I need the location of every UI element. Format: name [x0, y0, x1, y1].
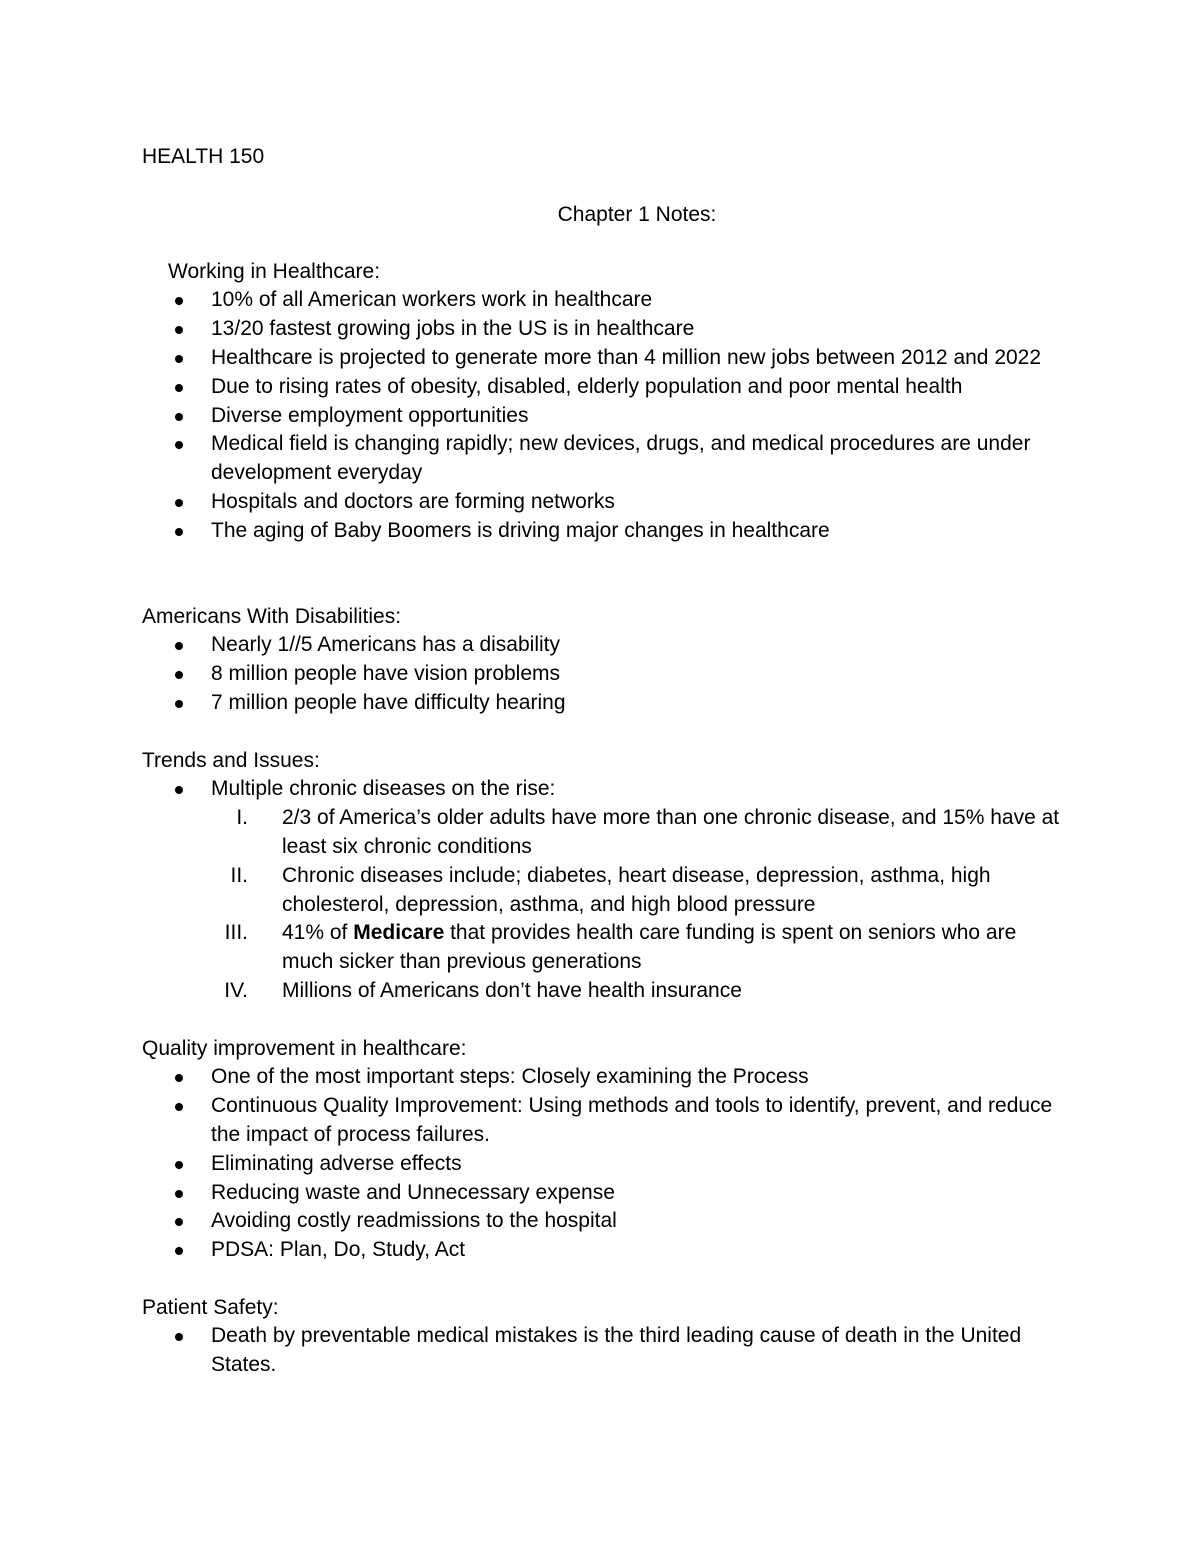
list-item: Eliminating adverse effects	[142, 1150, 1072, 1179]
text-segment: 41% of	[282, 921, 354, 945]
section-title-safety: Patient Safety:	[142, 1295, 279, 1319]
list-item: Hospitals and doctors are forming networks	[142, 488, 1072, 517]
list-item: 10% of all American workers work in healthcare	[142, 286, 1072, 315]
list-item: One of the most important steps: Closely examining the Process	[142, 1063, 1072, 1092]
roman-numeral: I.	[236, 806, 248, 830]
bullet-list-working	[142, 286, 1072, 545]
list-item: 8 million people have vision problems	[142, 660, 1072, 689]
chapter-title: Chapter 1 Notes:	[557, 202, 717, 226]
list-item: Diverse employment opportunities	[142, 402, 1072, 431]
bullet-list-safety	[142, 1322, 1072, 1380]
numbered-item	[142, 977, 1072, 1006]
numbered-item-text	[282, 921, 1016, 973]
roman-numeral: IV.	[224, 978, 248, 1002]
numbered-item	[142, 919, 1072, 977]
bullet-list-disabilities	[142, 631, 1072, 717]
emphasis-medicare: Medicare	[353, 921, 445, 945]
list-item: Medical field is changing rapidly; new devices, drugs, and medical procedures are under development everyday	[142, 430, 1072, 488]
course-title: HEALTH 150	[142, 145, 265, 168]
text-segment: that provides health care funding is spent on seniors who are much sicker than previous generations	[282, 921, 1017, 974]
list-item: PDSA: Plan, Do, Study, Act	[142, 1236, 1072, 1265]
list-item: Reducing waste and Unnecessary expense	[142, 1179, 1072, 1208]
roman-numeral: III.	[224, 921, 248, 945]
list-item: Healthcare is projected to generate more than 4 million new jobs between 2012 and 2022	[142, 344, 1072, 373]
list-item: The aging of Baby Boomers is driving major changes in healthcare	[142, 517, 1072, 546]
list-item: Avoiding costly readmissions to the hospital	[142, 1207, 1072, 1236]
list-item: Continuous Quality Improvement: Using methods and tools to identify, prevent, and reduce the impact of process failures.	[142, 1092, 1072, 1150]
list-item: Multiple chronic diseases on the rise:	[142, 775, 1072, 804]
numbered-item	[142, 862, 1072, 920]
section-title-trends: Trends and Issues:	[142, 748, 320, 772]
list-item: Nearly 1//5 Americans has a disability	[142, 631, 1072, 660]
roman-numeral: II.	[230, 863, 248, 887]
section-title-working: Working in Healthcare:	[168, 259, 381, 283]
numbered-item-text: Millions of Americans don’t have health insurance	[282, 978, 742, 1002]
list-item: 7 million people have difficulty hearing	[142, 689, 1072, 718]
numbered-item	[142, 804, 1072, 862]
numbered-list-trends	[142, 804, 1072, 1006]
document-body	[142, 140, 1072, 1380]
numbered-item-text: 2/3 of America’s older adults have more than one chronic disease, and 15% have at least six chronic conditions	[282, 806, 1060, 858]
bullet-list-trends	[142, 775, 1072, 804]
bullet-list-quality	[142, 1063, 1072, 1265]
numbered-item-text: Chronic diseases include; diabetes, heart disease, depression, asthma, high cholesterol, depression, asthma, and high blood pressure	[282, 863, 991, 916]
section-title-disabilities: Americans With Disabilities:	[142, 604, 402, 628]
list-item: Due to rising rates of obesity, disabled, elderly population and poor mental health	[142, 373, 1072, 402]
section-title-quality: Quality improvement in healthcare:	[142, 1036, 467, 1060]
list-item: 13/20 fastest growing jobs in the US is in healthcare	[142, 315, 1072, 344]
list-item: Death by preventable medical mistakes is the third leading cause of death in the United States.	[142, 1322, 1072, 1380]
